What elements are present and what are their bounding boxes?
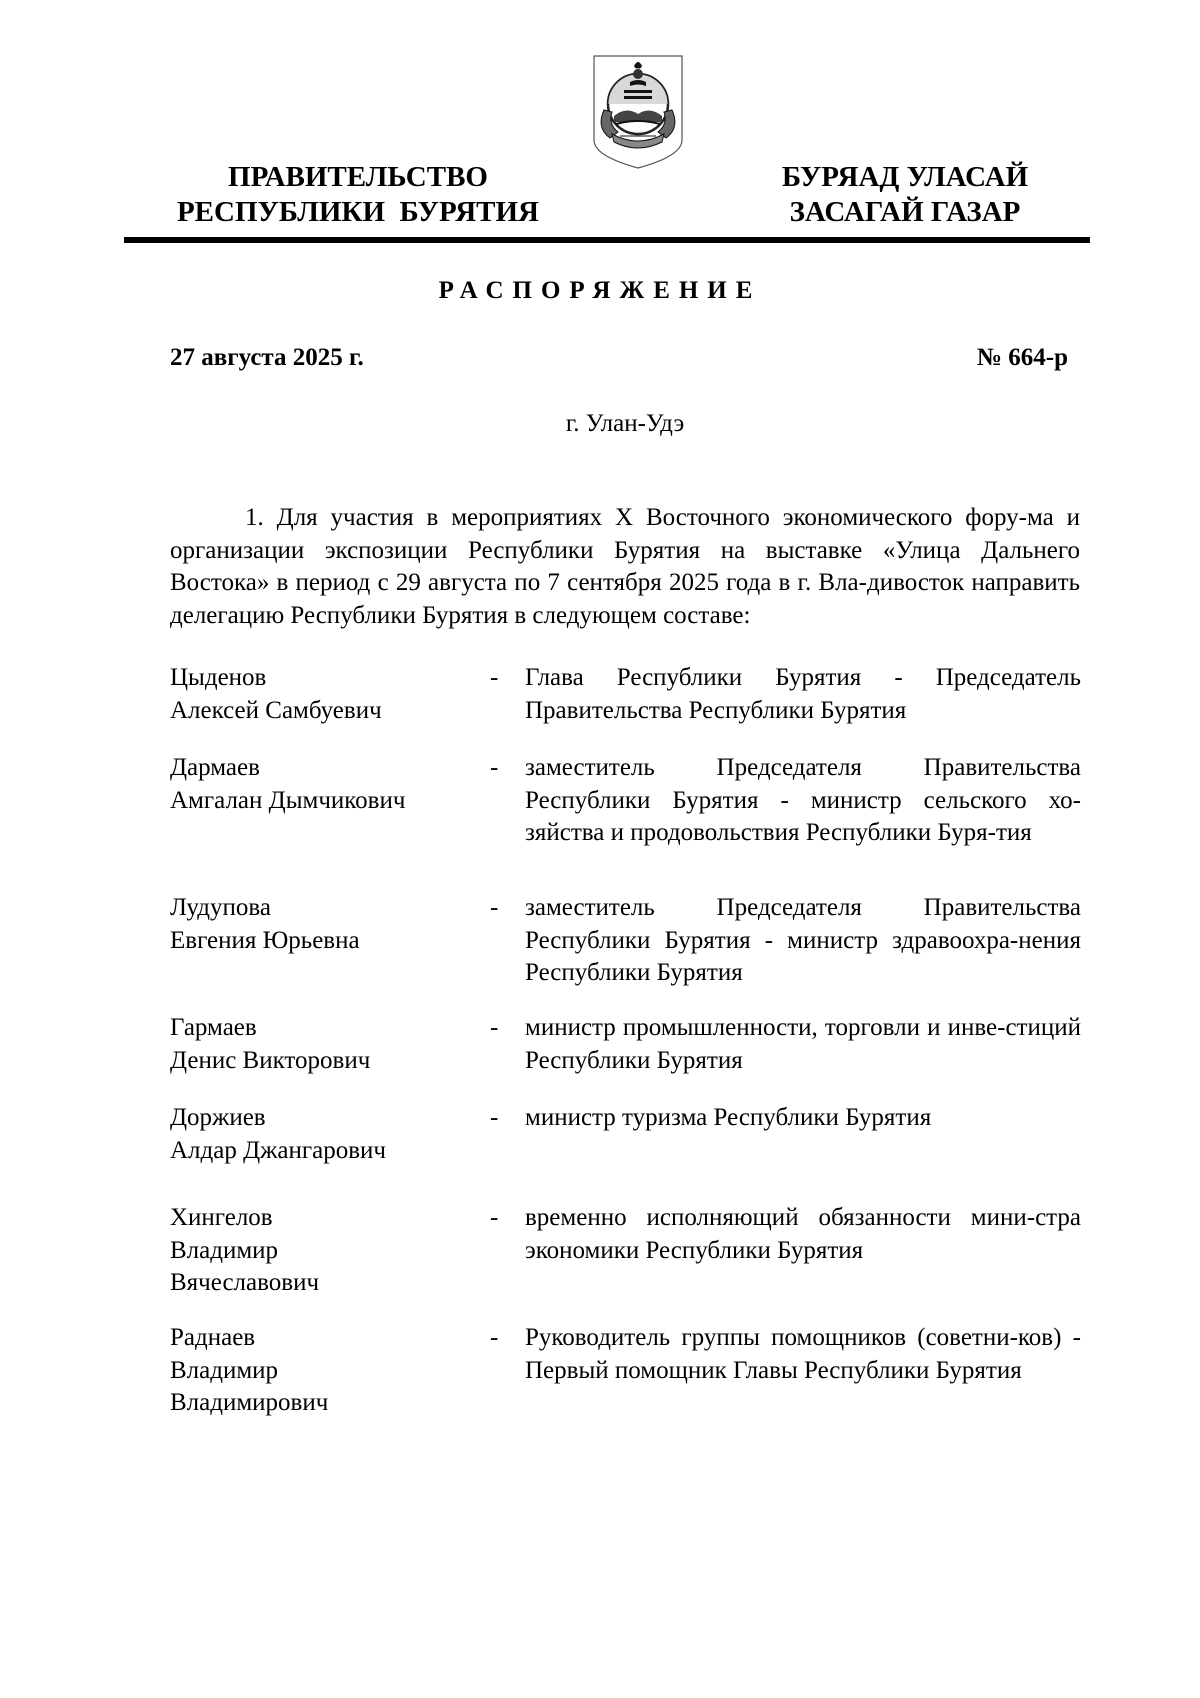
- member-name: [170, 1012, 470, 1077]
- header-divider: [124, 237, 1090, 243]
- member-given-name: Алдар Джангарович: [170, 1136, 387, 1164]
- member-dash: -: [490, 1324, 499, 1351]
- member-given-name: Владимир: [170, 1236, 279, 1264]
- document-date: 27 августа 2025 г.: [170, 344, 364, 371]
- member-position: заместитель Председателя Правительства Республики Бурятия - министр здравоохра-нения Республики Бурятия: [525, 894, 1081, 986]
- org-name-russian-line2: РЕСПУБЛИКИ БУРЯТИЯ: [176, 196, 540, 228]
- org-name-russian-line1: ПРАВИТЕЛЬСТВО: [228, 161, 488, 193]
- member-dash: -: [490, 894, 499, 921]
- member-dash: -: [490, 754, 499, 781]
- org-name-buryat-line2: ЗАСАГАЙ ГАЗАР: [789, 196, 1021, 228]
- member-given-name: Денис Викторович: [170, 1046, 371, 1074]
- paragraph-1: 1. Для участия в мероприятиях X Восточного экономического фору-ма и организации экспозиции Республики Бурятия на выставке «Улица Дальнего Востока» в период с 29 августа по 7 сентября 2025 года в г. Вла-дивосток направить делегацию Республики Бурятия в следующем составе:: [170, 504, 1080, 629]
- org-name-buryat: [755, 160, 1055, 230]
- member-position: Глава Республики Бурятия - Председатель Правительства Республики Бурятия: [525, 664, 1081, 724]
- member-position: министр туризма Республики Бурятия: [525, 1104, 932, 1131]
- member-surname: Доржиев: [170, 1104, 266, 1131]
- member-name: [170, 892, 470, 957]
- member-surname: Хингелов: [170, 1204, 273, 1231]
- member-position: Руководитель группы помощников (советни-ков) - Первый помощник Главы Республики Бурятия: [525, 1324, 1081, 1384]
- member-name: [170, 752, 470, 817]
- org-name-buryat-line1: БУРЯАД УЛАСАЙ: [781, 161, 1029, 193]
- member-surname: Цыденов: [170, 664, 267, 691]
- member-surname: Дармаев: [170, 754, 260, 781]
- member-patronymic: Вячеславович: [170, 1269, 320, 1296]
- member-name: [170, 662, 470, 727]
- member-dash: -: [490, 1204, 499, 1231]
- member-dash: -: [490, 1104, 499, 1131]
- member-given-name: Евгения Юрьевна: [170, 926, 360, 954]
- member-given-name: Алексей Самбуевич: [170, 696, 382, 724]
- document-number: № 664-р: [976, 344, 1068, 371]
- member-surname: Лудупова: [170, 894, 271, 921]
- coat-of-arms-icon: [590, 52, 686, 172]
- document-city: г. Улан-Удэ: [565, 410, 685, 437]
- document-type-title: РАСПОРЯЖЕНИЕ: [438, 277, 762, 304]
- member-patronymic: Владимирович: [170, 1389, 329, 1416]
- member-surname: Раднаев: [170, 1324, 256, 1351]
- member-name: [170, 1202, 470, 1300]
- member-surname: Гармаев: [170, 1014, 257, 1041]
- member-dash: -: [490, 1014, 499, 1041]
- coat-of-arms-emblem: [590, 52, 686, 172]
- member-dash: -: [490, 664, 499, 691]
- member-position: временно исполняющий обязанности мини-стра экономики Республики Бурятия: [525, 1204, 1081, 1264]
- org-name-russian: [168, 160, 548, 230]
- member-given-name: Амгалан Дымчикович: [170, 786, 406, 814]
- member-name: [170, 1102, 470, 1167]
- member-given-name: Владимир: [170, 1356, 279, 1384]
- member-position: заместитель Председателя Правительства Республики Бурятия - министр сельского хо-зяйства и продовольствия Республики Буря-тия: [525, 754, 1081, 846]
- member-position: министр промышленности, торговли и инве-стиций Республики Бурятия: [525, 1014, 1081, 1074]
- member-name: [170, 1322, 470, 1420]
